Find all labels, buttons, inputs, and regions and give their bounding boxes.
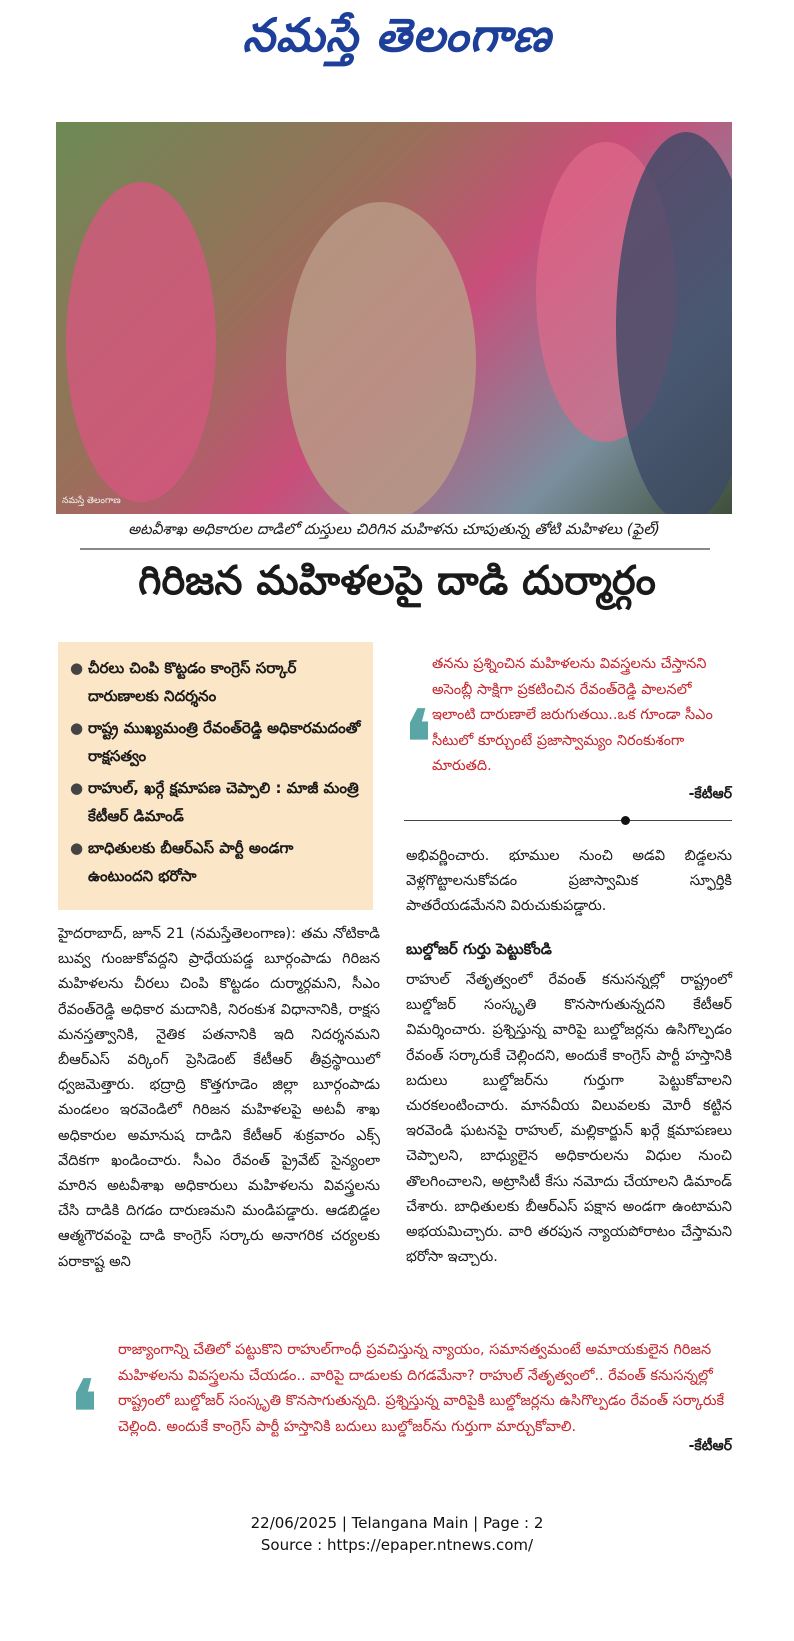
article-body-left: హైదరాబాద్, జూన్ 21 (నమస్తేతెలంగాణ): తమ నోటికాడి బువ్వ గుంజుకోవద్దని ప్రాధేయపడ్డ బూర్గంపాడు గిరిజన మహిళలను చీరలు చింపి కొట్టడం దుర్మార్గమని, సీఎం రేవంత్‌రెడ్డి అధికార మదానికి, నిరంకుశ విధానానికి, రాక్షస మనస్తత్వానికి, నైతిక పతనానికి ఇది నిదర్శనమని బీఆర్‌ఎస్ వర్కింగ్ ప్రెసిడెంట్ కేటీఆర్ తీవ్రస్థాయిలో ధ్వజమెత్తారు. భద్రాద్రి కొత్తగూడెం జిల్లా బూర్గంపాడు మండలం ఇరవెండిలో గిరిజన మహిళలపై అటవీ శాఖ అధికారుల అమానుష దాడిని కేటీఆర్ శుక్రవారం ఎక్స్ వేదికగా ఖండించారు. సీఎం రేవంత్ ప్రైవేట్ సైన్యంలా మారిన అటవీశాఖ అధికారులు మహిళలను వివస్త్రలను చేసి దాడికి దిగడం దారుణమని మండిపడ్డారు. ఆడబిడ్డల ఆత్మగౌరవంపై దాడి కాంగ్రెస్ సర్కారు అనాగరిక చర్యలకు పరాకాష్ట అని: [58, 926, 380, 1270]
divider-dot-icon: [621, 816, 630, 825]
masthead-logo: నమస్తే తెలంగాణ: [242, 8, 552, 62]
photo-figure-center: [286, 202, 476, 514]
highlight-item: ● రాష్ట్ర ముఖ్యమంత్రి రేవంత్‌రెడ్డి అధికారమదంతో రాక్షసత్వం: [88, 714, 363, 770]
bullet-icon: ●: [70, 839, 84, 857]
bullet-icon: ●: [70, 659, 84, 677]
article-subhead: బుల్డోజర్ గుర్తు పెట్టుకోండి: [406, 940, 552, 958]
highlight-item: ● చీరలు చింపి కొట్టడం కాంగ్రెస్ సర్కార్ దారుణాలకు నిదర్శనం: [88, 654, 363, 710]
caption-divider: [80, 548, 710, 550]
quote-mark-icon: ❛: [70, 1362, 98, 1463]
page-footer: [0, 1512, 794, 1556]
quote-mark-icon: ❛: [404, 692, 432, 793]
bottom-quote: రాజ్యాంగాన్ని చేతిలో పట్టుకొని రాహుల్‌గాంధీ ప్రవచిస్తున్న న్యాయం, సమానత్వమంటే అమాయకులైన గిరిజన మహిళలను వివస్త్రలను చేయడం.. వారిపై దాడులకు దిగడమేనా? రాహుల్ నేతృత్వంలో.. రేవంత్ కనుసన్నల్లో రాష్ట్రంలో బుల్డోజర్ సంస్కృతి కొనసాగుతున్నది. ప్రశ్నిస్తున్న వారిపైకి బుల్డోజర్లను ఉసిగొల్పడం రేవంత్ సర్కారుకే చెల్లింది. అందుకే కాంగ్రెస్ పార్టీ హస్తానికి బదులు బుల్డోజర్‌ను గుర్తుగా మార్చుకోవాలి.: [118, 1342, 725, 1435]
footer-date-page: 22/06/2025 | Telangana Main | Page : 2: [250, 1514, 544, 1532]
highlight-item: ● రాహుల్, ఖర్గే క్షమాపణ చెప్పాలి : మాజీ మంత్రి కేటీఆర్ డిమాండ్: [88, 774, 363, 830]
bullet-icon: ●: [70, 779, 84, 797]
bullet-icon: ●: [70, 719, 84, 737]
article-body-right-top: అభివర్ణించారు. భూముల నుంచి అడవి బిడ్డలను వెళ్లగొట్టాలనుకోవడం ప్రజాస్వామిక స్ఫూర్తికి పాతరేయడమేనని విరుచుకుపడ్డారు.: [406, 848, 732, 915]
footer-source[interactable]: Source : https://epaper.ntnews.com/: [260, 1536, 534, 1554]
quote-divider: [404, 820, 732, 821]
photo-figure-left: [66, 182, 216, 502]
pull-quote-signature: -కేటీఆర్: [688, 786, 732, 802]
highlights-box: [58, 642, 373, 910]
headline: గిరిజన మహిళలపై దాడి దుర్మార్గం: [138, 558, 656, 604]
highlight-item: ● బాధితులకు బీఆర్‌ఎస్ పార్టీ అండగా ఉంటుందని భరోసా: [88, 834, 363, 890]
bottom-quote-signature: -కేటీఆర్: [688, 1438, 732, 1454]
photo-credit: నమస్తే తెలంగాణ: [62, 496, 121, 506]
pull-quote-ktr: తనను ప్రశ్నించిన మహిళలను వివస్త్రలను చేస్తానని అసెంబ్లీ సాక్షిగా ప్రకటించిన రేవంత్‌రెడ్డి పాలనలో ఇలాంటి దారుణాలే జరుగుతయి..ఒక గూండా సీఎం సీటులో కూర్చుంటే ప్రజాస్వామ్యం నిరంకుశంగా మారుతది.: [432, 656, 713, 774]
news-photo: [56, 122, 732, 514]
article-body-right-bottom: రాహుల్ నేతృత్వంలో రేవంత్ కనుసన్నల్లో రాష్ట్రంలో బుల్డోజర్ సంస్కృతి కొనసాగుతున్నదని కేటీఆర్ విమర్శించారు. ప్రశ్నిస్తున్న వారిపై బుల్డోజర్లను ఉసిగొల్పడం రేవంత్ సర్కారుకే చెల్లిందని, అందుకే కాంగ్రెస్ పార్టీ హస్తానికి బదులు బుల్డోజర్‌ను గుర్తుగా పెట్టుకోవాలని చురకలంటించారు. మానవీయ విలువలకు మోరీ కట్టిన ఇరవెండి ఘటనపై రాహుల్, మల్లికార్జున్ ఖర్గే క్షమాపణలు చెప్పాలని, బాధ్యులైన అధికారులను విధుల నుంచి తొలగించాలని, అట్రాసిటీ కేసు నమోదు చేయాలని డిమాండ్ చేశారు. బాధితులకు బీఆర్‌ఎస్ పక్షాన అండగా ఉంటామని అభయమిచ్చారు. వారి తరపున న్యాయపోరాటం చేస్తామని భరోసా ఇచ్చారు.: [406, 972, 732, 1266]
photo-caption: అటవీశాఖ అధికారుల దాడిలో దుస్తులు చిరిగిన మహిళను చూపుతున్న తోటి మహిళలు (ఫైల్): [128, 520, 660, 538]
